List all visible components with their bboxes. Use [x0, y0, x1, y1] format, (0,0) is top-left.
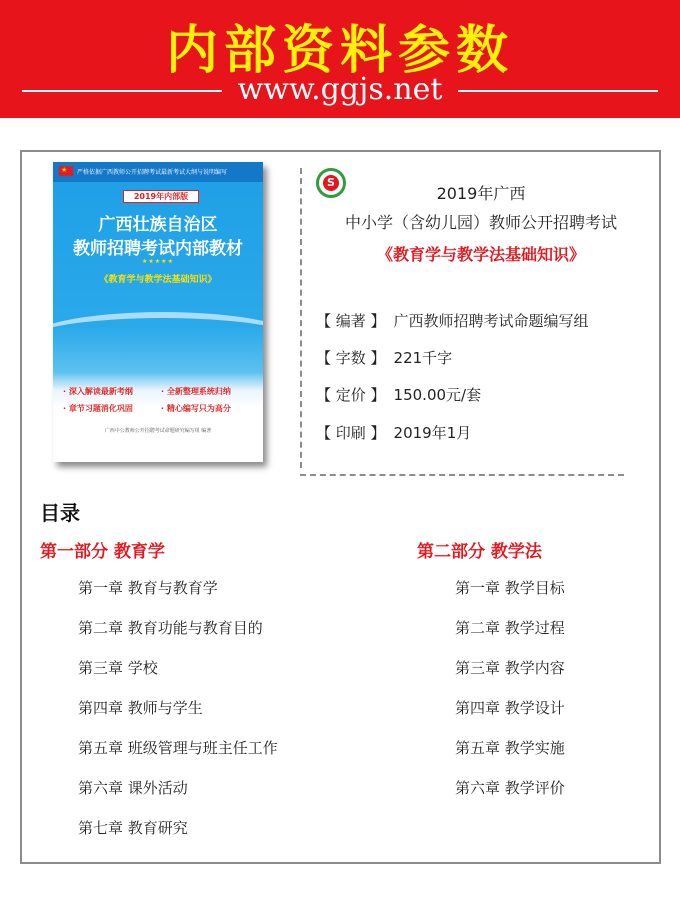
toc-part1-chapter: 第五章 班级管理与班主任工作	[78, 739, 278, 757]
toc-part2-chapter: 第一章 教学目标	[455, 579, 565, 597]
header-banner	[0, 0, 680, 118]
meta-value: 2019年1月	[393, 424, 472, 442]
toc-part1-chapter: 第一章 教育与教育学	[78, 579, 218, 597]
toc-part1-chapter: 第七章 教育研究	[78, 819, 188, 837]
toc-part1-title: 第一部分 教育学	[40, 542, 165, 562]
toc-part2-chapter: 第五章 教学实施	[455, 739, 565, 757]
book-cover-bullet: · 深入解读最新考纲	[63, 387, 133, 396]
book-cover-stars: ★★★★★	[142, 258, 174, 265]
book-cover-bullet: · 章节习题消化巩固	[63, 404, 133, 413]
meta-key: 【 印刷 】	[316, 424, 386, 442]
book-cover-title-line2: 教师招聘考试内部教材	[73, 239, 243, 259]
toc-part1-chapter: 第六章 课外活动	[78, 779, 188, 797]
book-cover-wave	[53, 312, 263, 372]
horizontal-divider	[300, 474, 624, 476]
meta-key: 【 字数 】	[316, 349, 386, 367]
toc-part2-chapter: 第六章 教学评价	[455, 779, 565, 797]
toc-part1-chapter: 第二章 教育功能与教育目的	[78, 619, 263, 637]
book-cover-title-line1: 广西壮族自治区	[98, 215, 218, 235]
book-cover-bullet: · 精心编写只为高分	[161, 404, 231, 413]
meta-word-count	[316, 347, 452, 368]
info-book-title: 《教育学与教学法基础知识》	[376, 245, 585, 264]
toc-title: 目录	[40, 501, 80, 525]
logo-glyph: S	[323, 175, 339, 191]
flag-icon: ★	[59, 166, 73, 176]
book-cover-publisher: 广西中公教师公开招聘考试命题研究编写组 编著	[104, 428, 212, 434]
toc-part1-chapter: 第四章 教师与学生	[78, 699, 203, 717]
info-exam-name: 中小学（含幼儿园）教师公开招聘考试	[344, 213, 617, 232]
toc-part2-title: 第二部分 教学法	[417, 542, 542, 562]
meta-key: 【 定价 】	[316, 386, 386, 404]
toc-part1-chapter: 第三章 学校	[78, 659, 158, 677]
header-divider-right	[458, 90, 658, 92]
book-cover-top-text: 严格依据广西教师公开招聘考试最新考试大纲与说明编写	[77, 169, 228, 176]
meta-price	[316, 384, 481, 405]
meta-key: 【 编著 】	[316, 312, 386, 330]
toc-part2-chapter: 第四章 教学设计	[455, 699, 565, 717]
book-cover-badge: 2019年内部版	[123, 190, 199, 203]
header-url[interactable]: www.ggjs.net	[237, 72, 443, 107]
meta-print-date	[316, 422, 471, 443]
info-year-region: 2019年广西	[436, 184, 526, 203]
meta-author	[316, 310, 589, 331]
book-cover-bullet: · 全新整理系统归纳	[161, 387, 231, 396]
toc-part2-chapter: 第二章 教学过程	[455, 619, 565, 637]
book-cover-image	[53, 162, 263, 462]
meta-value: 221千字	[393, 349, 453, 367]
book-cover-subtitle: 《教育学与教学法基础知识》	[99, 275, 217, 285]
header-title: 内部资料参数	[165, 21, 514, 81]
meta-value: 150.00元/套	[393, 386, 482, 404]
meta-value: 广西教师招聘考试命题编写组	[393, 312, 589, 330]
toc-part2-chapter: 第三章 教学内容	[455, 659, 565, 677]
